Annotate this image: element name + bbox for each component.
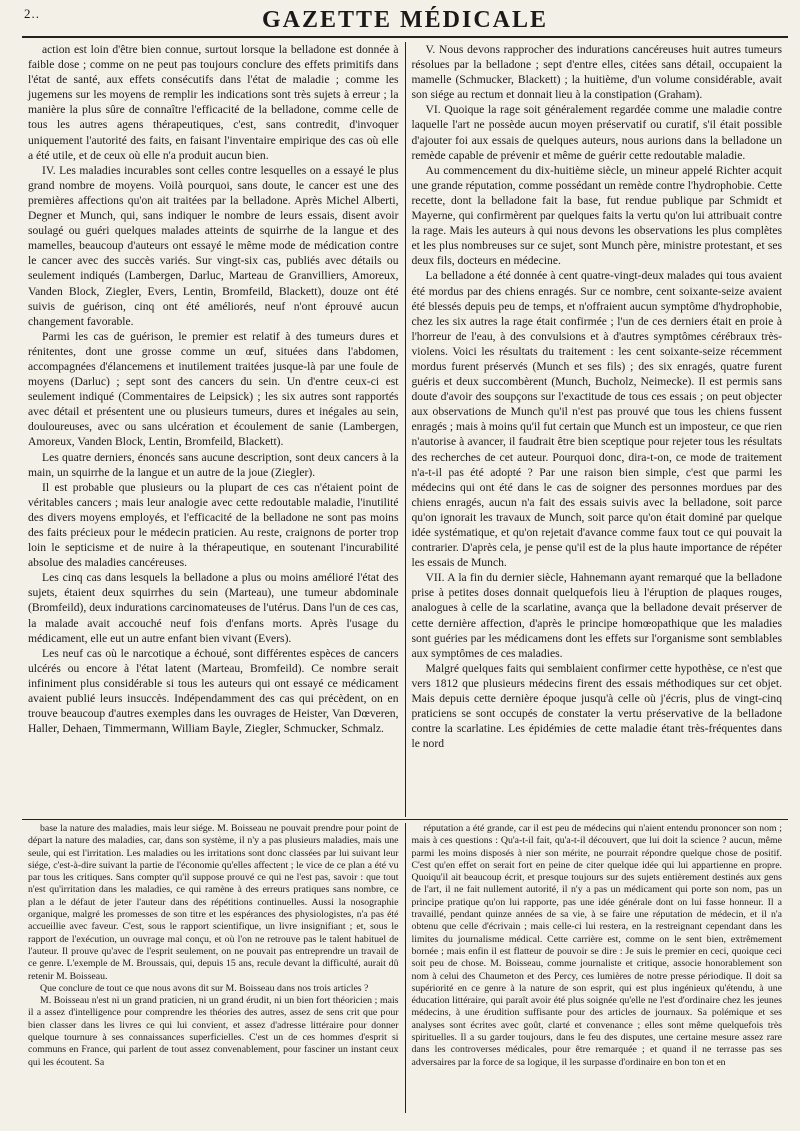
paragraph: VI. Quoique la rage soit généralement regardée comme une maladie contre laquelle l'art ne possède aucun moyen préservatif ou curatif, s'il était possible d'ajouter foi aux essais de quelques auteurs, nous aurions dans la belladone un remède capable de prévenir et même de guérir cette redoutable maladie. [411,103,782,162]
paragraph: base la nature des maladies, mais leur siége. M. Boisseau ne pouvait prendre pour point de départ la nature des maladies, car, dans son système, il n'y a pas plusieurs maladies, mais une seule, qui est l'irritation. Les maladies ou les irritations sont donc classées par lui suivant leur siége, c'est-à-dire suivant la partie de l'économie qu'elles affectent ; le vice de ce plan a été vu par tous les critiques. Sans compter qu'il suppose prouvé ce qui ne l'est pas, savoir : que tout n'est qu'irritation dans les maladies, ce qui ramène à des erreurs pratiques sans nombre, ce plan a le défaut de jeter l'auteur dans des répétitions continuelles. Aussi la nosographie organique, malgré les promesses de son titre et les espérances des physiologistes, n'a pas été accueillie avec faveur. C'est, sous le rapport scientifique, un livre insignifiant ; et, sous le rapport de l'exécution, un ouvrage mal conçu, et où l'on ne retrouve pas le talent habituel de l'auteur. Il prouve qu'avec de l'esprit seulement, on ne pouvait pas entreprendre un travail de ce genre. L'exemple de M. Broussais, qui, depuis 15 ans, recule devant la difficulté, aurait dû retenir M. Boisseau. [28,823,399,982]
left-column [22,42,405,817]
right-column [406,42,789,817]
page-number: 2.. [24,6,40,21]
paragraph: Parmi les cas de guérison, le premier est relatif à des tumeurs dures et rénitentes, dont une grosse comme un œuf, situées dans l'abdomen, accompagnées d'élancemens et inutilement traitées jusque-là par une foule de moyens (Darluc) ; sept sont des cancers du sein. Un d'entre ceux-ci est seulement indiqué (Commentaires de Leipsick) ; les six autres sont rapportés avec détail et présentent une ou plusieurs tumeurs, dures et inégales au sein, douloureuses, avec ou sans ulcération et écoulement de sanie (Lambergen, Amoreux, Vanden Block, Lentin, Bromfeild, Blackett). [28,329,399,449]
paragraph: VII. A la fin du dernier siècle, Hahnemann ayant remarqué que la belladone prise à petites doses donnait quelquefois lieu à l'éruption de plaques rouges, analogues à celle de la scarlatine, avança que la belladone devait préserver de cette dernière affection, d'après le principe homœopathique que les maladies sont guéries par les médicamens dont les effets sur l'organisme sont semblables aux symptômes de ces maladies. [411,571,782,660]
paragraph: IV. Les maladies incurables sont celles contre lesquelles on a essayé le plus grand nombre de moyens. Voilà pourquoi, sans doute, le cancer est une des premières affections qu'on ait traitées par la belladone. Après Michel Alberti, Degner et Munch, qui, sans indiquer le nombre de leurs essais, disent avoir soulagé ou guéri quelques malades atteints de squirrhe de la langue et des mamelles, beaucoup d'auteurs ont essayé le même mode de médication contre le cancer avec des succès variés. Sur vingt-six cas, publiés avec détails ou seulement indiqués (Lambergen, Darluc, Marteau de Granvilliers, Amoreux, Vanden Block, Ziegler, Evers, Lentin, Bromfeild, Blackett), douze ont été suivis de guérison, cinq ont été améliorés, neuf n'ont éprouvé aucun changement favorable. [28,163,399,328]
feuilleton-left-column [22,823,405,1113]
paragraph: action est loin d'être bien connue, surtout lorsque la belladone est donnée à faible dose ; comme on ne peut pas toujours conclure des effets primitifs dans l'état de santé, aux effets consécutifs dans l'état de maladie ; comme les jugemens sur les moyens de remplir les indications sont très sujets à erreur ; la manière la plus sûre de connaître l'efficacité de la belladone, comme celle de tous les autres agens thérapeutiques, c'est, sans contredit, d'invoquer uniquement l'autorité des faits, en faisant l'inventaire empirique des cas où elle a été utile, et de ceux où elle n'a produit aucun bien. [28,43,399,162]
paragraph: Les quatre derniers, énoncés sans aucune description, sont deux cancers à la main, un squirrhe de la langue et un autre de la joue (Ziegler). [28,450,399,479]
feuilleton [22,823,788,1113]
paragraph: Que conclure de tout ce que nous avons dit sur M. Boisseau dans nos trois articles ? [40,982,369,994]
paragraph: Malgré quelques faits qui semblaient confirmer cette hypothèse, ce n'est que vers 1812 que plusieurs médecins firent des essais méthodiques sur cet objet. Mais depuis cette dernière époque jusqu'à celle où j'écris, plus de vingt-cinq praticiens se sont occupés de constater la vertu préservative de la belladone contre la scarlatine. Les épidémies de cette maladie étant très-fréquentes dans le nord [411,661,782,751]
paragraph: Il est probable que plusieurs ou la plupart de ces cas n'étaient point de véritables cancers ; mais leur analogie avec cette redoutable maladie, l'inutilité des divers moyens employés, et l'efficacité de la belladone ne sont pas moins des faits précieux pour le médecin praticien. Au reste, craignons de porter trop loin le septicisme et de nuire à la thérapeutique, en soutenant l'incurabilité absolue des maladies cancéreuses. [28,480,399,570]
masthead-title: GAZETTE MÉDICALE [22,0,788,38]
paragraph: réputation a été grande, car il est peu de médecins qui n'aient entendu prononcer son nom ; mais à ces questions : Qu'a-t-il fait, qu'a-t-il découvert, que lui doit la science ? aucun, même parmi les moins disposés à nier son mérite, ne pourrait répondre quelque chose de positif. C'est qu'en effet on serait fort en peine de citer quelque idée qui lui appartienne en propre. Quoiqu'il ait beaucoup écrit, et presque toujours sur des sujets entièrement destinés aux gens de l'art, il ne fait nullement autorité, il n'y a pas un médicament qui porte son nom, pas un principe pratique qu'on lui rapporte, pas une idée générale dont on lui fasse honneur. Il a travaillé, pendant quinze années de sa vie, à se faire une réputation de médecin, et il n'a obtenu que celle d'écrivain ; mais celle-ci lui restera, en la restreignant cependant dans les limites du journalisme médical. Cette carrière est, comme on le sent bien, extrêmement bornée ; mais enfin il est flatteur de pouvoir se dire : Je suis le premier en ceci, quoique ceci soit peu de chose. M. Boisseau, comme journaliste et critique, associe honorablement son nom à celui des Chaumeton et des Percy, ces lumières de notre presse périodique. Il doit sa supériorité en ce genre à la nature de son esprit, qui est plus ingénieux qu'étendu, à une éducation littéraire, qui paraît avoir été plus soignée qu'elle ne l'est d'ordinaire chez les jeunes médecins, à une érudition suffisante pour des articles de journaux. Sa polémique et ses analyses sont écrites avec goût, clarté et convenance ; elles sont même quelquefois très spirituelles. Il a su garder toujours, dans le feu des disputes, une certaine mesure assez rare dans les controverses médicales, pour être remarquée ; et quand il ne terrasse pas ses adversaires par la force de sa logique, il les surpasse d'ordinaire en bon ton et en [411,823,782,1068]
paragraph: Les cinq cas dans lesquels la belladone a plus ou moins amélioré l'état des sujets, étaient deux squirrhes du sein (Marteau), une tumeur abdominale (Bromfeild), deux indurations carcinomateuses de l'utérus. Dans l'un de ces cas, la malade avait accouché neuf fois d'enfans morts. Après l'usage du médicament, elle eut un autre enfant bien vivant (Evers). [28,571,399,645]
feuilleton-rule [22,819,788,820]
paragraph: Les neuf cas où le narcotique a échoué, sont différentes espèces de cancers ulcérés ou encore à l'état latent (Marteau, Bromfeild). Ce nombre serait infiniment plus considérable si tous les auteurs qui ont essayé ce médicament avaient publié leurs insuccès. Indépendamment des cas qui précèdent, on en trouve beaucoup d'autres exemples dans les ouvrages de Heister, Van Dœveren, Haller, Dehaen, Timmermann, William Bayle, Ziegler, Schmucker, Schmalz. [28,646,399,736]
feuilleton-right-column [406,823,789,1113]
paragraph: M. Boisseau n'est ni un grand praticien, ni un grand érudit, ni un bien fort théoricien ; mais il a assez d'intelligence pour comprendre les théories des autres, assez de sens crit que pour bien classer dans les livres ce qui lui convient, et assez d'adresse littéraire pour donner quelque tournure à ses connaissances superficielles. C'est un de ces hommes d'esprit si communs en France, qui parlent de tout assez convenablement, pour fasciner un instant ceux qui les écoutent. Sa [28,995,399,1068]
main-text [22,42,788,817]
paragraph: V. Nous devons rapprocher des indurations cancéreuses huit autres tumeurs résolues par la belladone ; sept d'entre elles, citées sans détail, occupaient la mamelle (Schmucker, Blackett) ; la huitième, d'un volume considérable, avait son siége au rectum et donnait lieu à la constipation (Graham). [411,43,782,102]
paragraph: La belladone a été donnée à cent quatre-vingt-deux malades qui tous avaient été mordus par des chiens enragés. Sur ce nombre, cent soixante-seize avaient été blessés depuis peu de temps, et n'offraient aucun symptôme d'hydrophobie, chez les six autres la rage était confirmée ; l'un de ces derniers était en proie à l'horreur de l'eau, à des convulsions et à d'autres symptômes cérébraux très-violens. Voici les résultats du traitement : les cent soixante-seize récemment mordus furent préservés (Munch et ses fils) ; des six enragés, quatre furent guéris et deux succombèrent (Munch, Bucholz, Neimecke). Il est permis sans doute d'avoir des soupçons sur l'exactitude de tous ces essais ; on peut objecter aux observations de Munch qu'il n'est pas prouvé que tous les chiens fussent enragés ; mais à moins qu'il fut certain que Munch est un imposteur, ce que rien n'autorise à avancer, il faudrait être bien sceptique pour rejeter tous les résultats des recherches de cet auteur. Pourquoi donc, dira-t-on, ce mode de traitement n'a-t-il pas été adopté ? Par une raison bien simple, c'est que parmi les médecins qui ont été dans le cas de soigner des personnes mordues par des chiens enragés, aucun n'a fait des essais suivis avec la belladone, soit parce qu'on ignorait les travaux de Munch, soit parce qu'on était dominé par quelque idée systématique, et qu'on rejetait d'avance comme faux tout ce qui pouvait la contrarier. D'après cela, je pense qu'il est de la plus haute importance de répéter les essais de Munch. [411,269,782,570]
paragraph: Au commencement du dix-huitième siècle, un mineur appelé Richter acquit une grande réputation, comme possédant un remède contre l'hydrophobie. Cette recette, dont la belladone fait la base, fut rendue publique par Schmidt et Mayerne, qui confirmèrent par quelques faits la vertu qu'on lui attribuait contre la rage. Mais les auteurs à qui nous devons les observations les plus complètes et les plus nombreuses sur ce sujet, sont Munch père, ministre protestant, et ses deux fils, docteurs en médecine. [411,163,782,268]
